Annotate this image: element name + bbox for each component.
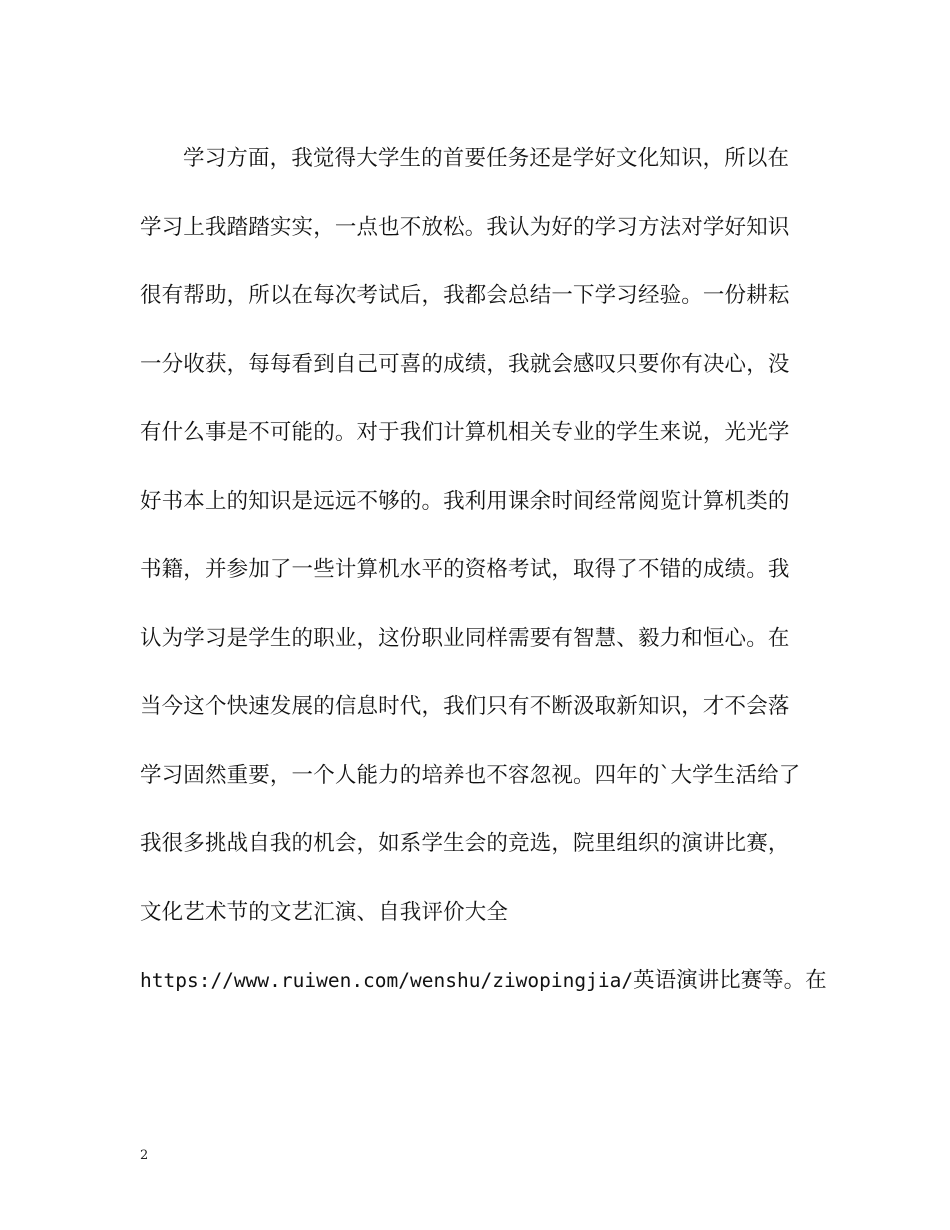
url-trailing-text: 英语演讲比赛等。在 xyxy=(633,968,827,993)
text-line-11: 我很多挑战自我的机会，如系学生会的竞选，院里组织的演讲比赛， xyxy=(140,831,790,856)
text-line-6: 好书本上的知识是远远不够的。我利用课余时间经常阅览计算机类的 xyxy=(140,488,790,514)
url-line xyxy=(140,959,827,1028)
text-line-5: 有什么事是不可能的。对于我们计算机相关专业的学生来说，光光学 xyxy=(140,420,790,445)
text-line-12: 文化艺术节的文艺汇演、自我评价大全 xyxy=(140,899,509,925)
text-line-8: 认为学习是学生的职业，这份职业同样需要有智慧、毅力和恒心。在 xyxy=(140,625,790,651)
text-line-9: 当今这个快速发展的信息时代，我们只有不断汲取新知识，才不会落 xyxy=(140,694,790,719)
url-text[interactable]: https://www.ruiwen.com/wenshu/ziwopingjia/ xyxy=(140,969,634,992)
body-text xyxy=(140,137,827,1028)
text-line-10: 学习固然重要，一个人能力的培养也不容忽视。四年的`大学生活给了 xyxy=(140,762,801,788)
text-line-2: 学习上我踏踏实实，一点也不放松。我认为好的学习方法对学好知识 xyxy=(140,214,790,240)
text-line-1: 学习方面，我觉得大学生的首要任务还是学好文化知识，所以在 xyxy=(183,146,790,171)
text-line-7: 书籍，并参加了一些计算机水平的资格考试，取得了不错的成绩。我 xyxy=(140,557,790,582)
page-number: 2 xyxy=(140,1148,149,1163)
text-line-4: 一分收获，每每看到自己可喜的成绩，我就会感叹只要你有决心，没 xyxy=(140,351,790,377)
text-line-3: 很有帮助，所以在每次考试后，我都会总结一下学习经验。一份耕耘 xyxy=(140,283,790,308)
